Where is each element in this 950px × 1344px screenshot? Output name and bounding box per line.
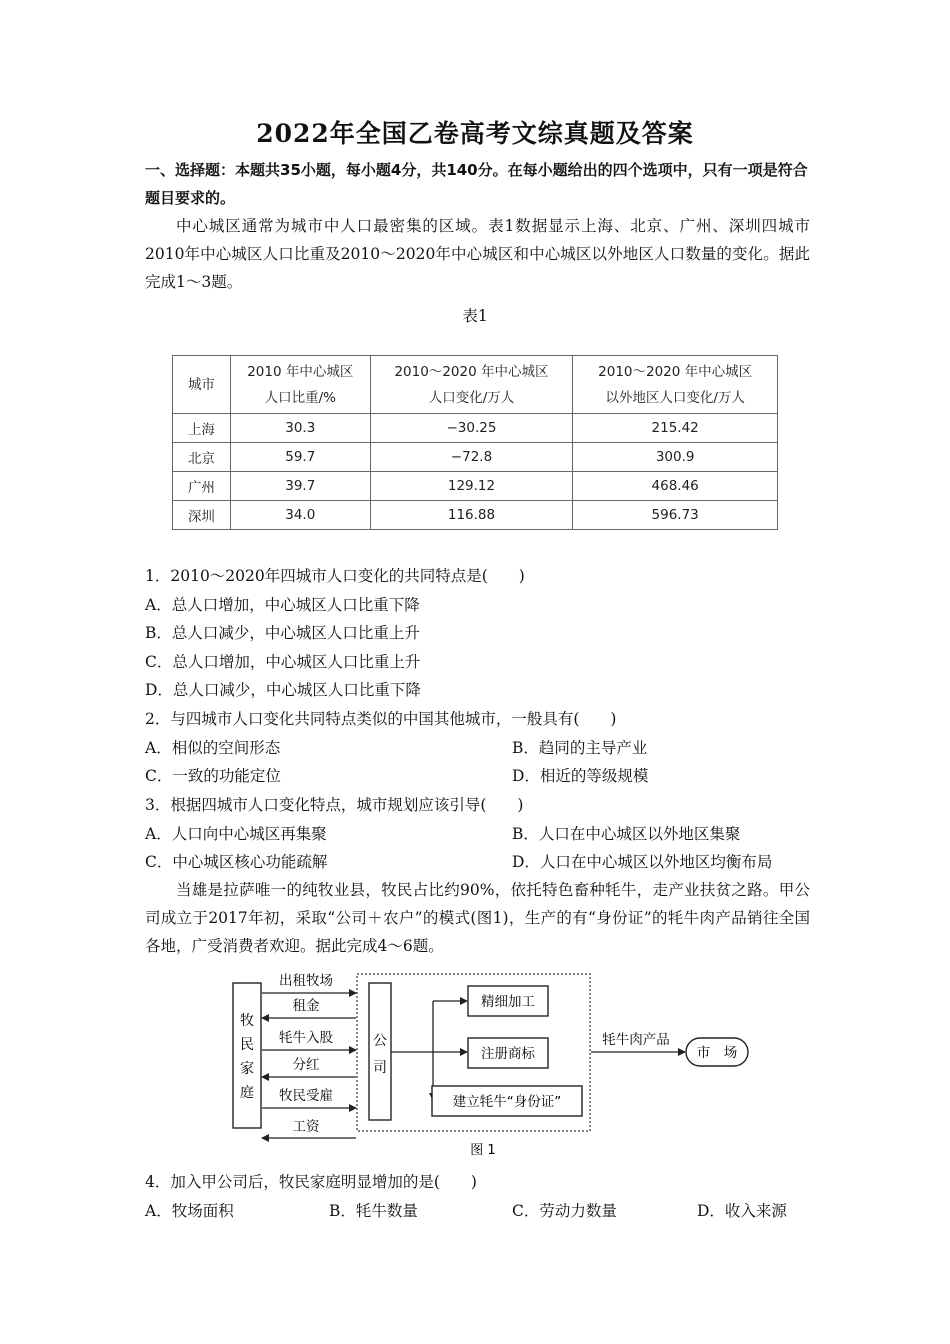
question-2-stem: 2．与四城市人口变化共同特点类似的中国其他城市，一般具有( ) <box>145 710 617 728</box>
herder-family-char: 民 <box>240 1037 254 1053</box>
table-cell: 30.3 <box>230 414 370 443</box>
company-char: 公 <box>373 1033 387 1049</box>
question-1-option-a: A．总人口增加，中心城区人口比重下降 <box>145 596 420 614</box>
market-label: 市 场 <box>696 1045 738 1061</box>
table-cell: −30.25 <box>370 414 573 443</box>
branch-label: 精细加工 <box>481 994 535 1010</box>
table-cell: 34.0 <box>230 501 370 530</box>
question-4-option-a: A．牧场面积 <box>145 1202 234 1220</box>
herder-family-char: 庭 <box>240 1085 254 1101</box>
question-2-option-b: B．趋同的主导产业 <box>512 739 648 757</box>
table-cell: 129.12 <box>370 472 573 501</box>
page-title: 2022年全国乙卷高考文综真题及答案 <box>256 119 694 148</box>
question-3-option-c: C．中心城区核心功能疏解 <box>145 853 328 871</box>
table-cell: 215.42 <box>573 414 778 443</box>
table-cell: 116.88 <box>370 501 573 530</box>
question-3-stem: 3．根据四城市人口变化特点，城市规划应该引导( ) <box>145 796 524 814</box>
product-label: 牦牛肉产品 <box>602 1032 670 1048</box>
table-cell: 广州 <box>173 472 231 501</box>
flow-label-bottom: 工资 <box>292 1119 320 1135</box>
company-box <box>369 983 391 1120</box>
intro-paragraph-2: 当雄是拉萨唯一的纯牧业县，牧民占比约90%，依托特色畜种牦牛，走产业扶贫之路。甲公司成立于2017年初，采取“公司＋农户”的模式(图1)，生产的有“身份证”的牦牛肉产品销往全国各地，广受消费者欢迎。据此完成4～6题。 <box>145 881 810 955</box>
question-2-option-d: D．相近的等级规模 <box>512 767 649 785</box>
table-cell: 北京 <box>173 443 231 472</box>
table-cell: 300.9 <box>573 443 778 472</box>
question-4-option-d: D．收入来源 <box>697 1202 787 1220</box>
question-1-option-d: D．总人口减少，中心城区人口比重下降 <box>145 681 421 699</box>
table-cell: 596.73 <box>573 501 778 530</box>
company-char: 司 <box>373 1060 387 1076</box>
question-2-option-c: C．一致的功能定位 <box>145 767 281 785</box>
flow-label-top: 牦牛入股 <box>279 1030 333 1046</box>
question-1-option-c: C．总人口增加，中心城区人口比重上升 <box>145 653 421 671</box>
table-header-cell: 2010 年中心城区 人口比重/% <box>230 356 370 414</box>
figure-caption: 图 1 <box>470 1143 496 1158</box>
question-1-option-b: B．总人口减少，中心城区人口比重上升 <box>145 624 420 642</box>
question-4-option-c: C．劳动力数量 <box>512 1202 617 1220</box>
question-4-option-b: B．牦牛数量 <box>329 1202 418 1220</box>
herder-family-box <box>233 983 261 1128</box>
question-3-option-a: A．人口向中心城区再集聚 <box>145 825 327 843</box>
question-3-option-d: D．人口在中心城区以外地区均衡布局 <box>512 853 773 871</box>
herder-family-char: 家 <box>240 1061 254 1077</box>
question-2-option-a: A．相似的空间形态 <box>145 739 281 757</box>
table-cell: 59.7 <box>230 443 370 472</box>
table-header-cell: 城市 <box>173 356 231 414</box>
question-3-option-b: B．人口在中心城区以外地区集聚 <box>512 825 741 843</box>
branch-label: 建立牦牛“身份证” <box>452 1094 562 1110</box>
table-cell: 468.46 <box>573 472 778 501</box>
flow-label-bottom: 租金 <box>292 998 320 1014</box>
question-1-stem: 1．2010～2020年四城市人口变化的共同特点是( ) <box>145 567 525 585</box>
table-cell: 39.7 <box>230 472 370 501</box>
intro-paragraph-1: 中心城区通常为城市中人口最密集的区域。表1数据显示上海、北京、广州、深圳四城市2010年中心城区人口比重及2010～2020年中心城区和中心城区以外地区人口数量的变化。据此完成1～3题。 <box>145 217 810 291</box>
table-header-cell: 2010～2020 年中心城区 人口变化/万人 <box>370 356 573 414</box>
table-cell: −72.8 <box>370 443 573 472</box>
section-heading: 一、选择题：本题共35小题，每小题4分，共140分。在每小题给出的四个选项中，只有一项是符合题目要求的。 <box>145 161 808 207</box>
table-cell: 深圳 <box>173 501 231 530</box>
table-caption: 表1 <box>462 307 488 325</box>
flow-label-bottom: 分红 <box>292 1057 320 1073</box>
flow-label-top: 出租牧场 <box>279 973 333 989</box>
question-4-stem: 4．加入甲公司后，牧民家庭明显增加的是( ) <box>145 1173 477 1191</box>
flow-label-top: 牧民受雇 <box>279 1088 333 1104</box>
table-cell: 上海 <box>173 414 231 443</box>
herder-family-char: 牧 <box>240 1013 254 1029</box>
table-header-cell: 2010～2020 年中心城区 以外地区人口变化/万人 <box>573 356 778 414</box>
branch-label: 注册商标 <box>481 1046 535 1062</box>
